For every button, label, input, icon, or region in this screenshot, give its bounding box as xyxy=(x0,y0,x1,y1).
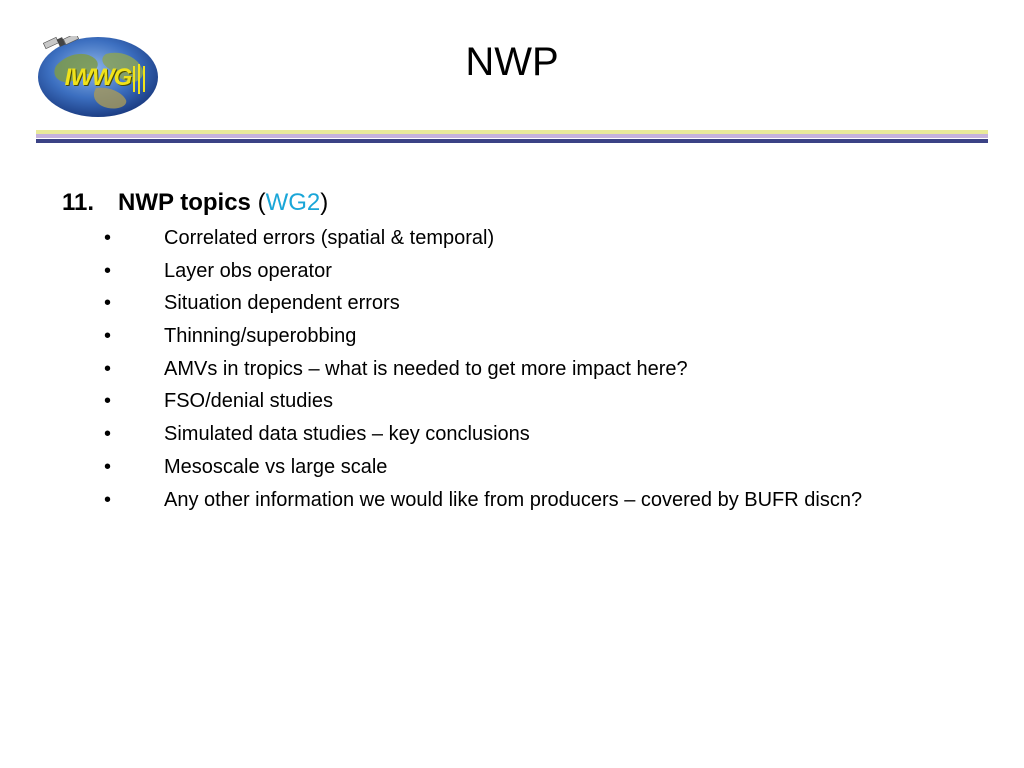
list-item-text: AMVs in tropics – what is needed to get more impact here? xyxy=(164,357,688,380)
list-item-text: FSO/denial studies xyxy=(164,390,333,413)
bullet-icon: • xyxy=(104,292,112,315)
iwwg-logo xyxy=(36,36,160,118)
section-topic: NWP topics xyxy=(118,189,251,216)
divider-bottom xyxy=(36,139,988,143)
open-paren: ( xyxy=(257,189,266,216)
section-heading xyxy=(62,187,328,219)
bullet-icon: • xyxy=(104,325,112,348)
bullet-icon: • xyxy=(104,357,112,380)
list-item-text: Mesoscale vs large scale xyxy=(164,455,388,478)
bullet-icon: • xyxy=(104,390,112,413)
bullet-icon: • xyxy=(104,488,112,511)
list-item-text: Correlated errors (spatial & temporal) xyxy=(164,227,495,249)
bullet-icon: • xyxy=(104,259,112,282)
list-item-text: Any other information we would like from producers – covered by BUFR discn? xyxy=(164,488,863,511)
bullet-icon: • xyxy=(104,455,112,478)
close-paren: ) xyxy=(320,189,329,216)
working-group-label: WG2 xyxy=(265,189,321,216)
list-item-text: Layer obs operator xyxy=(164,259,332,282)
section-number: 11. xyxy=(62,189,95,216)
divider-middle xyxy=(36,134,988,138)
list-item-text: Simulated data studies – key conclusions xyxy=(164,423,530,446)
list-item-text: Thinning/superobbing xyxy=(164,325,357,348)
slide-title: NWP xyxy=(465,40,559,84)
bullet-icon: • xyxy=(104,423,112,446)
logo-text: IWWG xyxy=(64,64,132,91)
bullet-icon: • xyxy=(104,227,112,249)
list-item-text: Situation dependent errors xyxy=(164,292,400,315)
